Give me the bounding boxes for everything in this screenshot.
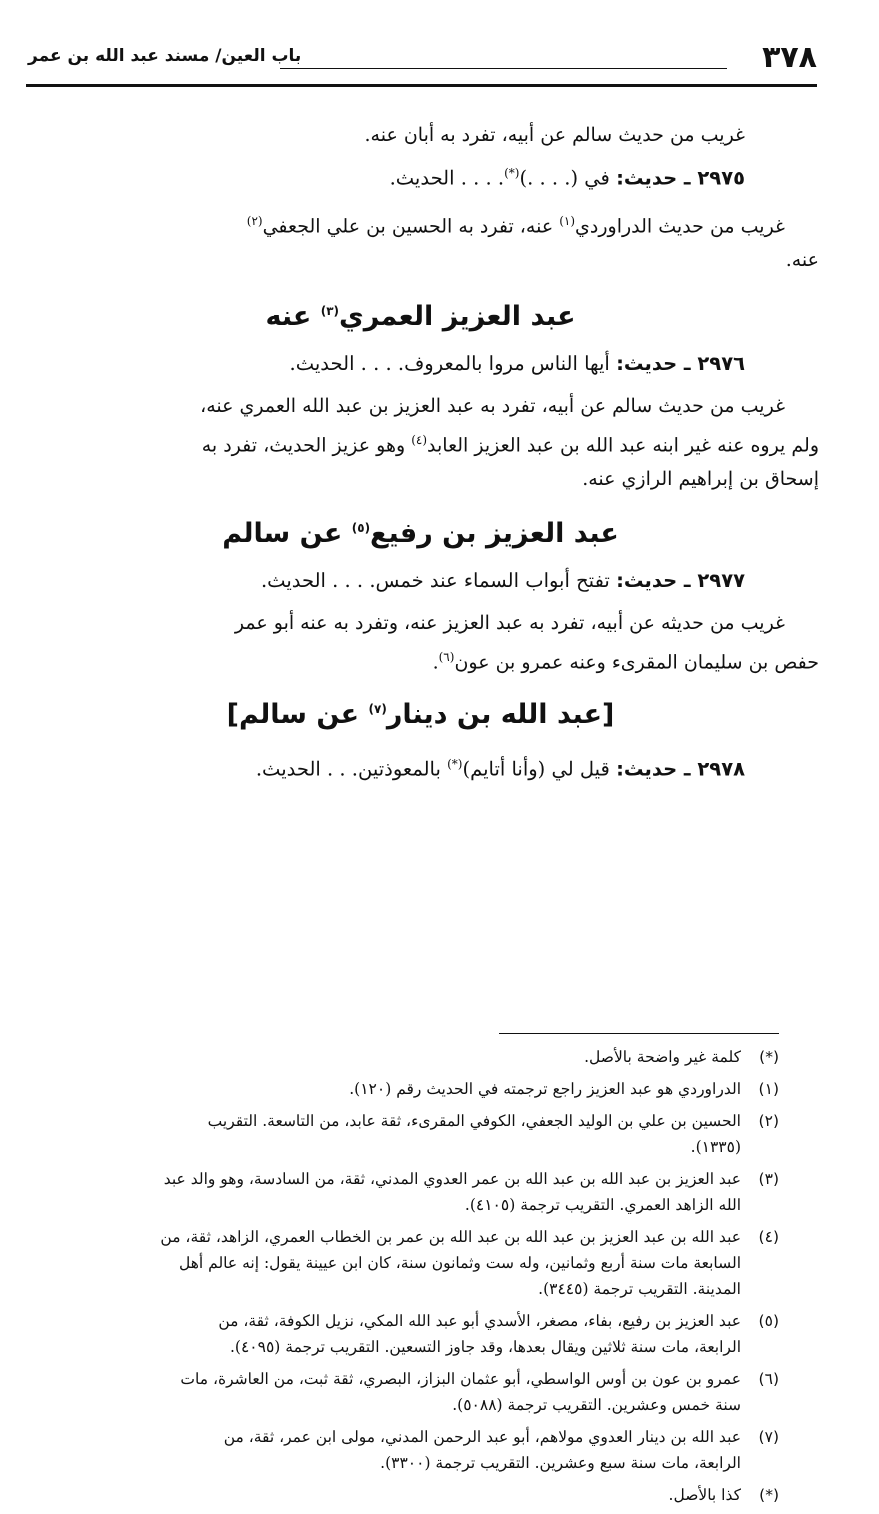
header-rule xyxy=(26,84,817,87)
page-header xyxy=(28,38,817,78)
hadith-2978: ٢٩٧٨ ـ حديث: قيل لي (وأنا أتايم)(*) بالمعوذتين. . . الحديث. xyxy=(255,757,745,781)
paragraph: غريب من حديث سالم عن أبيه، تفرد به عبد العزيز بن عبد الله العمري عنه، xyxy=(200,394,785,417)
footnote-marker: (١) xyxy=(559,213,576,228)
footnote: (*) كذا بالأصل. xyxy=(58,1482,779,1508)
footnote-marker: (٧) xyxy=(368,702,387,717)
footnote-mark: (٤) xyxy=(758,1228,779,1246)
section-title: عبد العزيز العمري$^{(٣)}$ عنه xyxy=(265,300,576,332)
footnote: (*) كلمة غير واضحة بالأصل. xyxy=(58,1044,779,1070)
main-text xyxy=(62,118,819,791)
footnote-mark: (٥) xyxy=(758,1312,779,1330)
hadith-2977: ٢٩٧٧ ـ حديث: تفتح أبواب السماء عند خمس. . . . الحديث. xyxy=(260,569,745,593)
footnote-mark: (*) xyxy=(759,1048,779,1066)
paragraph-line: حفص بن سليمان المقرىء وعنه عمرو بن عون$^{(٦)}$. xyxy=(432,650,819,674)
hadith-number: ٢٩٧٥ ـ حديث: xyxy=(616,166,745,190)
footnote-marker: (٣) xyxy=(320,303,340,318)
footnote-rule xyxy=(499,1033,779,1034)
footnote-mark: (٢) xyxy=(758,1112,779,1130)
footnote-mark: (*) xyxy=(759,1486,779,1504)
hadith-number: ٢٩٧٨ ـ حديث: xyxy=(616,757,745,781)
hadith-number: ٢٩٧٦ ـ حديث: xyxy=(616,351,745,375)
footnote-mark: (٦) xyxy=(758,1370,779,1388)
hadith-2975: ٢٩٧٥ ـ حديث: في (. . . .)(*). . . . الحديث. xyxy=(389,166,745,190)
footnote-mark: (٣) xyxy=(758,1170,779,1188)
footnote-marker: (*) xyxy=(504,166,520,180)
header-dash xyxy=(280,68,727,69)
section-title: عبد العزيز بن رفيع$^{(٥)}$ عن سالم xyxy=(222,518,619,550)
footnote-marker: (٥) xyxy=(351,521,371,536)
footnote-marker: (٦) xyxy=(438,650,455,665)
footnote-marker: (٢) xyxy=(246,213,263,228)
hadith-2976: ٢٩٧٦ ـ حديث: أيها الناس مروا بالمعروف. . . . الحديث. xyxy=(289,351,745,375)
paragraph: غريب من حديثه عن أبيه، تفرد به عبد العزيز عنه، وتفرد به عنه أبو عمر xyxy=(234,612,785,635)
footnote: (٦) عمرو بن عون بن أوس الواسطي، أبو عثمان البزاز، البصري، ثقة ثبت، من العاشرة، مات سنة خمس وعشرين. التقريب ترجمة (٥٠٨٨). xyxy=(58,1366,779,1418)
hadith-number: ٢٩٧٧ ـ حديث: xyxy=(616,569,745,593)
footnote: (٤) عبد الله بن عبد العزيز بن عبد الله بن عبد الله بن عمر بن الخطاب العمري، الزاهد، ثقة، من السابعة مات سنة أربع وثمانين، وله ست وثمانون سنة، كان ابن عيينة يقول: إنه عالم أهل المدينة. التقريب ترجمة (٣٤٤٥). xyxy=(58,1224,779,1302)
footnote-marker: (٤) xyxy=(411,432,428,447)
paragraph-line: ولم يروه عنه غير ابنه عبد الله بن عبد العزيز العابد$^{(٤)}$ وهو عزيز الحديث، تفرد به xyxy=(201,432,819,457)
footnote-marker: (*) xyxy=(447,757,463,772)
footnote-mark: (١) xyxy=(758,1080,779,1098)
footnote: (٥) عبد العزيز بن رفيع، بفاء، مصغر، الأسدي أبو عبد الله المكي، نزيل الكوفة، ثقة، من الرابعة، مات سنة ثلاثين ويقال بعدها، وقد جاوز التسعين. التقريب ترجمة (٤٠٩٥). xyxy=(58,1308,779,1360)
paragraph: غريب من حديث سالم عن أبيه، تفرد به أبان عنه. xyxy=(364,124,745,146)
footnote-mark: (٧) xyxy=(758,1428,779,1446)
footnotes xyxy=(58,1044,779,1514)
footnote: (٢) الحسين بن علي بن الوليد الجعفي، الكوفي المقرىء، ثقة عابد، من التاسعة. التقريب (١٣٣٥). xyxy=(58,1108,779,1160)
footnote: (٧) عبد الله بن دينار العدوي مولاهم، أبو عبد الرحمن المدني، مولى ابن عمر، ثقة، من الرابعة، مات سنة سبع وعشرين. التقريب ترجمة (٣٣٠٠). xyxy=(58,1424,779,1476)
paragraph-line: عنه. xyxy=(785,248,819,271)
footnote: (٣) عبد العزيز بن عبد الله بن عبد الله بن عمر العدوي المدني، ثقة، من السادسة، وهو والد عبد الله الزاهد العمري. التقريب ترجمة (٤١٠٥). xyxy=(58,1166,779,1218)
paragraph: غريب من حديث الدراوردي$^{(١)}$ عنه، تفرد به الحسين بن علي الجعفي$^{(٢)}$ xyxy=(246,213,785,237)
section-title: [عبد الله بن دينار$^{(٧)}$ عن سالم] xyxy=(226,699,615,731)
paragraph-line: إسحاق بن إبراهيم الرازي عنه. xyxy=(582,468,819,491)
page-number: ٣٧٨ xyxy=(762,40,817,75)
running-head: باب العين/ مسند عبد الله بن عمر xyxy=(28,46,302,66)
footnote: (١) الدراوردي هو عبد العزيز راجع ترجمته في الحديث رقم (١٢٠). xyxy=(58,1076,779,1102)
